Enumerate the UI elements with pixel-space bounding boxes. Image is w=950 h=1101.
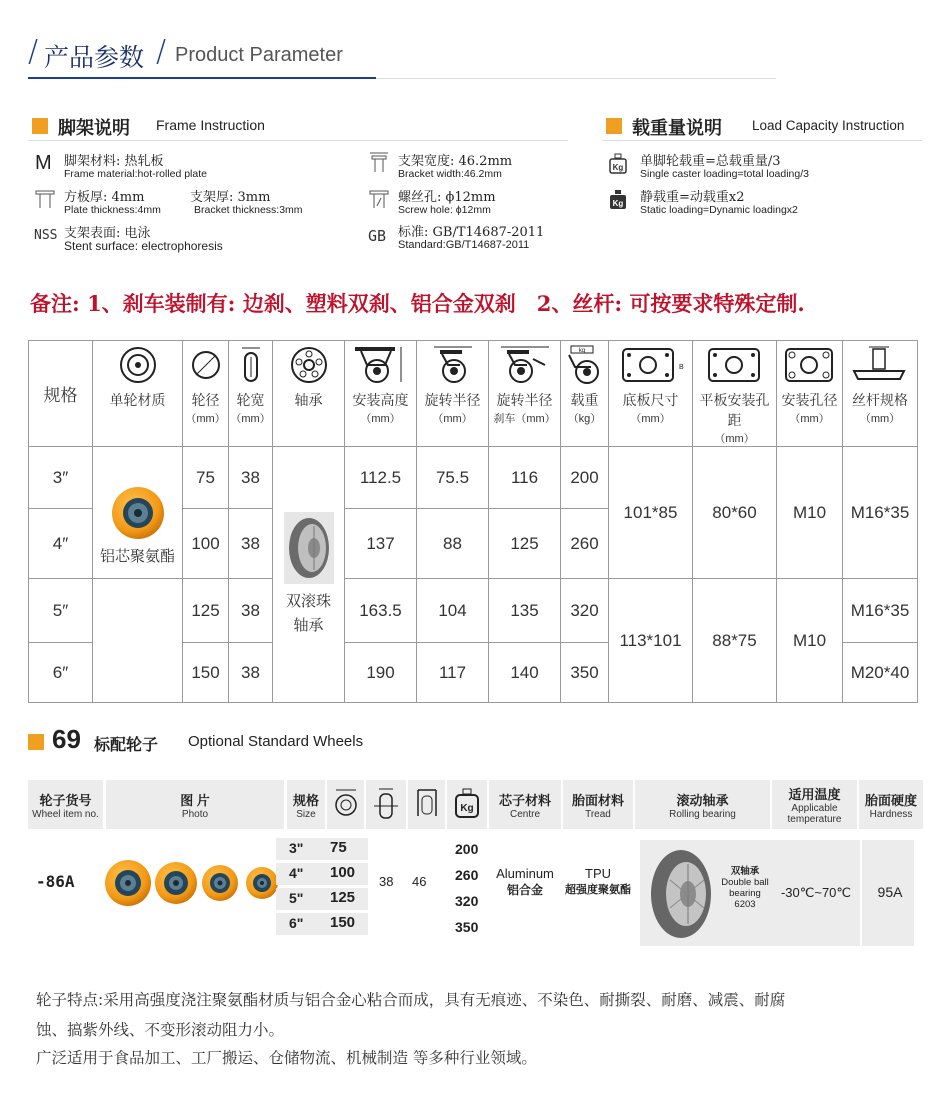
dia-cell: 75 bbox=[183, 447, 229, 509]
wheel-front-icon bbox=[118, 345, 158, 385]
header-load: kg 载重 （kg） bbox=[561, 341, 609, 447]
diameter-icon bbox=[191, 345, 221, 385]
wh-header-tread: 胎面材料 Tread bbox=[571, 793, 624, 820]
header-plate-size: B 底板尺寸 （mm） bbox=[609, 341, 693, 447]
hole-distance-cell: 80*60 bbox=[693, 447, 777, 579]
frame-material-en: Frame material:hot-rolled plate bbox=[64, 168, 207, 180]
bracket-width-cn: 支架宽度: 46.2mm bbox=[398, 154, 513, 169]
load-divider bbox=[602, 140, 922, 141]
header-swivel-radius: 旋转半径 （mm） bbox=[417, 341, 489, 447]
header-hole-dia: 安装孔径 （mm） bbox=[777, 341, 843, 447]
wh-diameter-icon bbox=[327, 786, 364, 829]
wheel-load: 320 bbox=[455, 893, 479, 909]
wh-header-item: 轮子货号 Wheel item no. bbox=[32, 793, 99, 820]
wheel-diameter: 100 bbox=[330, 864, 356, 881]
screw-cell: M16*35 bbox=[843, 579, 918, 643]
height-cell: 163.5 bbox=[345, 579, 417, 643]
wheels-photo bbox=[104, 848, 284, 918]
wheel-size: 3" bbox=[289, 840, 304, 856]
radius-cell: 75.5 bbox=[417, 447, 489, 509]
width-cell: 38 bbox=[229, 579, 273, 643]
hardness-value: 95A bbox=[877, 884, 903, 900]
header-hole-distance: 平板安装孔距 （mm） bbox=[693, 341, 777, 447]
wheel-item-no: -86A bbox=[36, 872, 75, 891]
bearing-label-1: 双滚珠 bbox=[285, 592, 331, 610]
bearing-icon bbox=[289, 345, 329, 385]
bearing-label-2: 轴承 bbox=[293, 616, 324, 634]
hole-distance-cell: 88*75 bbox=[693, 579, 777, 703]
plate-cell: 113*101 bbox=[609, 579, 693, 703]
dia-cell: 100 bbox=[183, 509, 229, 579]
plate-cell: 101*85 bbox=[609, 447, 693, 579]
hole-dia-cell: M10 bbox=[777, 579, 843, 703]
features-line-1: 轮子特点:采用高强度浇注聚氨酯材质与铝合金心粘合而成，具有无痕迹、不染色、耐撕裂、耐磨、减震、耐腐 bbox=[36, 991, 786, 1009]
header-material: 单轮材质 bbox=[93, 341, 183, 447]
wheel-size: 5" bbox=[289, 890, 304, 906]
height-cell: 137 bbox=[345, 509, 417, 579]
radius-cell: 104 bbox=[417, 579, 489, 643]
svg-text:Kg: Kg bbox=[612, 199, 624, 208]
surface-cn: 支架表面: 电泳 bbox=[64, 226, 151, 241]
size-cell: 5″ bbox=[29, 579, 93, 643]
bracket-width-icon bbox=[368, 150, 390, 178]
wh-kg-icon bbox=[447, 786, 487, 829]
svg-text:Kg: Kg bbox=[612, 163, 624, 172]
bracket-width-en: Bracket width:46.2mm bbox=[398, 168, 502, 180]
tread-material: TPU 超强度聚氨酯 bbox=[565, 866, 631, 896]
plate-thickness-cn: 方板厚: 4mm bbox=[64, 190, 145, 205]
screw-hole-en: Screw hole: ϕ12mm bbox=[398, 204, 491, 216]
wh-header-bearing: 滚动轴承 Rolling bearing bbox=[669, 793, 736, 820]
wheels-title-en: Optional Standard Wheels bbox=[188, 733, 364, 750]
wheel-number: 69 bbox=[52, 724, 81, 754]
rolling-bearing-photo bbox=[648, 846, 714, 942]
load-title-cn: 载重量说明 bbox=[632, 118, 722, 139]
plate-thickness-en: Plate thickness:4mm bbox=[64, 204, 161, 216]
wheel-diameter: 150 bbox=[330, 914, 356, 931]
wh-header-hardness: 胎面硬度 Hardness bbox=[864, 793, 917, 820]
wheel-diameter: 125 bbox=[330, 889, 356, 906]
static-loading-cn: 静载重=动载重x2 bbox=[640, 190, 745, 205]
size-cell: 6″ bbox=[29, 643, 93, 703]
header-slash-2: / bbox=[156, 34, 167, 69]
radius-brake-cell: 116 bbox=[489, 447, 561, 509]
header-width: 轮宽 （mm） bbox=[229, 341, 273, 447]
hole-distance-icon bbox=[703, 345, 767, 385]
wheel-width: 38 bbox=[379, 874, 394, 889]
brake-radius-icon bbox=[495, 345, 555, 385]
screw-cell: M20*40 bbox=[843, 643, 918, 703]
wheel-load: 260 bbox=[455, 867, 479, 883]
hole-dia-icon bbox=[782, 345, 838, 385]
page-title-cn: 产品参数 bbox=[44, 43, 145, 72]
header-install-height: 安装高度 （mm） bbox=[345, 341, 417, 447]
header-diameter: 轮径 （mm） bbox=[183, 341, 229, 447]
frame-material-cn: 脚架材料: 热轧板 bbox=[64, 154, 164, 169]
section-marker-icon bbox=[606, 118, 622, 134]
frame-title-en: Frame Instruction bbox=[156, 117, 265, 133]
screw-hole-cn: 螺丝孔: ϕ12mm bbox=[398, 190, 496, 205]
dia-cell: 125 bbox=[183, 579, 229, 643]
header-underline bbox=[28, 77, 376, 79]
width-cell: 38 bbox=[229, 509, 273, 579]
load-title-en: Load Capacity Instruction bbox=[752, 118, 905, 133]
radius-cell: 117 bbox=[417, 643, 489, 703]
kg-single-icon bbox=[608, 152, 628, 180]
wheel-size: 4" bbox=[289, 865, 304, 881]
section-marker-icon bbox=[32, 118, 48, 134]
load-caster-icon bbox=[563, 345, 607, 385]
header-bearing: 轴承 bbox=[273, 341, 345, 447]
surface-en: Stent surface: electrophoresis bbox=[64, 239, 223, 253]
caster-height-icon bbox=[351, 345, 411, 385]
radius-brake-cell: 135 bbox=[489, 579, 561, 643]
single-caster-en: Single caster loading=total loading/3 bbox=[640, 168, 809, 180]
width-icon bbox=[236, 345, 266, 385]
svg-text:B: B bbox=[678, 364, 684, 371]
wh-header-centre: 芯子材料 Centre bbox=[498, 793, 551, 820]
header-screw-spec: 丝杆规格 （mm） bbox=[843, 341, 918, 447]
wh-width-icon bbox=[366, 786, 406, 829]
standard-cn: 标准: GB/T14687-2011 bbox=[398, 225, 545, 240]
frame-divider bbox=[28, 140, 568, 141]
wh-header-temp: 适用温度 Applicable temperature bbox=[787, 787, 842, 825]
plate-size-icon bbox=[619, 345, 683, 385]
centre-material: Aluminum 铝合金 bbox=[496, 866, 554, 897]
wheel-load: 350 bbox=[455, 919, 479, 935]
wheels-title-cn: 标配轮子 bbox=[94, 735, 159, 754]
load-cell: 320 bbox=[561, 579, 609, 643]
radius-cell: 88 bbox=[417, 509, 489, 579]
standard-en: Standard:GB/T14687-2011 bbox=[398, 239, 530, 251]
bearing-cell bbox=[273, 447, 345, 703]
static-loading-en: Static loading=Dynamic loadingx2 bbox=[640, 204, 798, 216]
threaded-stem-icon bbox=[850, 345, 910, 385]
wheel-diameter: 75 bbox=[330, 839, 347, 856]
height-cell: 112.5 bbox=[345, 447, 417, 509]
header-slash: / bbox=[28, 34, 39, 69]
screw-cell: M16*35 bbox=[843, 447, 918, 579]
screw-icon bbox=[368, 188, 390, 216]
material-cell bbox=[93, 447, 183, 579]
radius-brake-cell: 140 bbox=[489, 643, 561, 703]
dia-cell: 150 bbox=[183, 643, 229, 703]
height-cell: 190 bbox=[345, 643, 417, 703]
wheel-load: 200 bbox=[455, 841, 479, 857]
svg-text:kg: kg bbox=[578, 348, 585, 354]
bracket-thickness-cn: 支架厚: 3mm bbox=[190, 190, 271, 205]
radius-brake-cell: 125 bbox=[489, 509, 561, 579]
parameter-table bbox=[28, 340, 918, 703]
plate-icon bbox=[34, 188, 56, 214]
kg-static-icon bbox=[608, 188, 628, 216]
temperature-range: -30℃~70℃ bbox=[780, 885, 852, 900]
table-header-row bbox=[29, 341, 918, 447]
load-cell: 260 bbox=[561, 509, 609, 579]
svg-text:Kg: Kg bbox=[460, 803, 474, 814]
load-cell: 200 bbox=[561, 447, 609, 509]
size-cell: 3″ bbox=[29, 447, 93, 509]
header-size: 规格 bbox=[29, 341, 93, 447]
header-swivel-radius-brake: 旋转半径 刹车（mm） bbox=[489, 341, 561, 447]
remark-text: 备注: 1、刹车装制有: 边刹、塑料双刹、铝合金双刹 2、丝杆: 可按要求特殊定制. bbox=[30, 291, 805, 316]
page-title-en: Product Parameter bbox=[175, 44, 343, 66]
frame-title-cn: 脚架说明 bbox=[58, 118, 130, 139]
size-cell: 4″ bbox=[29, 509, 93, 579]
width-cell: 38 bbox=[229, 643, 273, 703]
bearing-photo bbox=[284, 512, 334, 584]
wh-header-size: 规格 Size bbox=[292, 793, 319, 820]
section-marker-icon bbox=[28, 734, 44, 750]
bracket-width: 46 bbox=[412, 874, 427, 889]
swivel-radius-icon bbox=[428, 345, 478, 385]
header-thin-line bbox=[376, 78, 776, 79]
bearing-desc: 双轴承 Double ball bearing 6203 bbox=[721, 866, 769, 910]
surface-icon: NSS bbox=[34, 228, 58, 243]
material-label: 铝芯聚氨酯 bbox=[99, 548, 175, 565]
wheel-size: 6" bbox=[289, 915, 304, 931]
table-row bbox=[29, 579, 918, 643]
wh-header-photo: 图 片 Photo bbox=[180, 793, 210, 820]
single-caster-cn: 单脚轮载重=总载重量/3 bbox=[640, 154, 781, 169]
wh-bracket-icon bbox=[408, 786, 445, 829]
table-row bbox=[29, 447, 918, 509]
standard-icon: GB bbox=[368, 227, 387, 245]
bracket-thickness-en: Bracket thickness:3mm bbox=[194, 204, 303, 216]
features-line-3: 广泛适用于食品加工、工厂搬运、仓储物流、机械制造 等多种行业领域。 bbox=[36, 1049, 537, 1067]
features-line-2: 蚀、搞紫外线、不变形滚动阻力小。 bbox=[36, 1021, 285, 1039]
material-icon: M bbox=[35, 152, 52, 174]
wheel-photo bbox=[110, 485, 166, 541]
load-cell: 350 bbox=[561, 643, 609, 703]
width-cell: 38 bbox=[229, 447, 273, 509]
material-cell-empty bbox=[93, 579, 183, 703]
hole-dia-cell: M10 bbox=[777, 447, 843, 579]
